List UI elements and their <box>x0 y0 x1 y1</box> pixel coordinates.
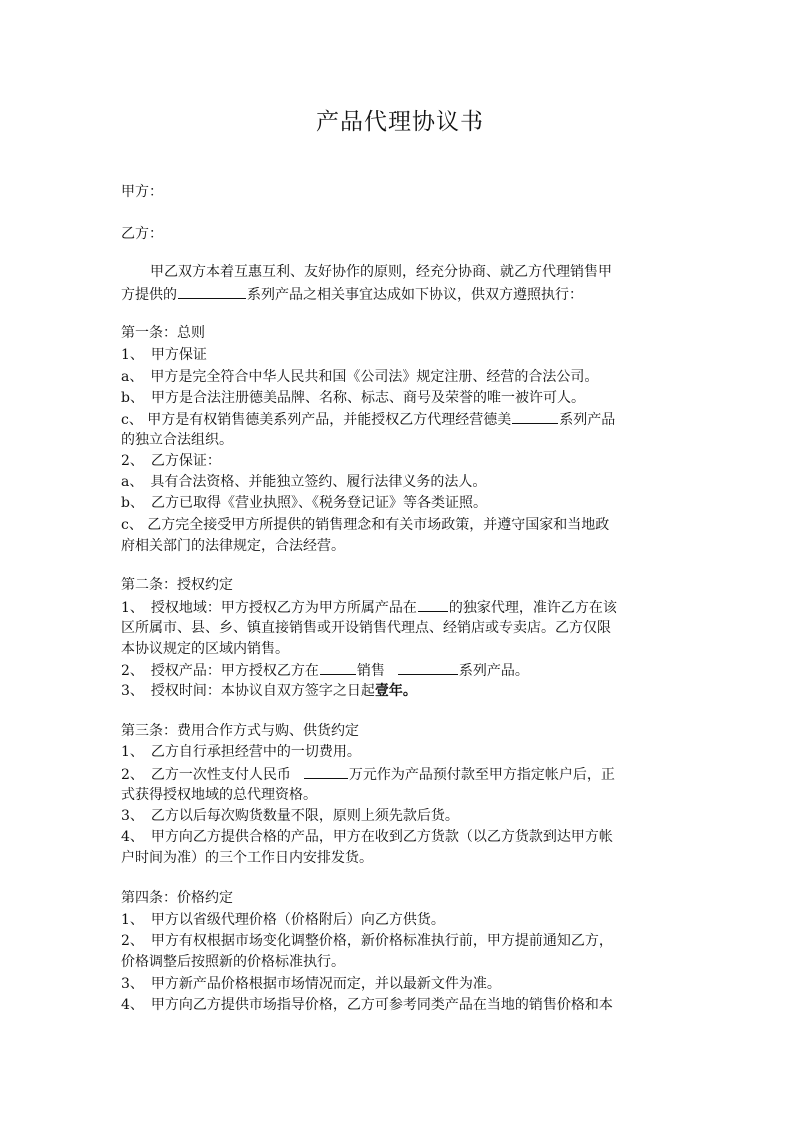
article-3-item <box>121 765 615 785</box>
clause-text: 2、 乙方一次性支付人民币 <box>121 767 291 783</box>
preamble-line-1: 甲乙双方本着互惠互利、友好协作的原则，经充分协商、就乙方代理销售甲 <box>150 264 612 280</box>
clause-text: 销售 <box>356 663 385 679</box>
blank-field <box>304 765 348 779</box>
preamble-text: 系列产品之相关事宜达成如下协议，供双方遵照执行： <box>247 287 583 303</box>
article-1-item: b、 乙方已取得《营业执照》、《税务登记证》等各类证照。 <box>121 495 487 511</box>
article-4-item: 3、 甲方新产品价格根据市场情况而定，并以最新文件为准。 <box>121 976 501 992</box>
article-2-item <box>121 661 529 681</box>
blank-field <box>512 410 558 424</box>
article-1-item: 1、 甲方保证 <box>121 347 207 363</box>
article-2-item: 区所属市、县、乡、镇直接销售或开设销售代理点、经销店或专卖店。乙方仅限 <box>121 620 611 636</box>
article-4-item: 2、 甲方有权根据市场变化调整价格，新价格标准执行前，甲方提前通知乙方， <box>121 933 613 949</box>
clause-text: 2、 授权产品：甲方授权乙方在 <box>121 663 319 679</box>
article-1-item: c、 乙方完全接受甲方所提供的销售理念和有关市场政策，并遵守国家和当地政 <box>121 517 610 533</box>
article-1-item: a、 甲方是完全符合中华人民共和国《公司法》规定注册、经营的合法公司。 <box>121 369 599 385</box>
article-2-item <box>121 598 617 618</box>
blank-field <box>178 285 246 299</box>
clause-text: 1、 授权地域：甲方授权乙方为甲方所属产品在 <box>121 600 417 616</box>
article-3-item: 3、 乙方以后每次购货数量不限，原则上须先款后货。 <box>121 808 459 824</box>
article-1-item <box>121 410 615 430</box>
clause-text: 系列产品 <box>559 412 616 428</box>
blank-field <box>320 661 356 675</box>
article-1-item: 府相关部门的法律规定，合法经营。 <box>121 538 345 554</box>
clause-text: 系列产品。 <box>458 663 529 679</box>
article-1-item: b、 甲方是合法注册德美品牌、名称、标志、商号及荣誉的唯一被许可人。 <box>121 390 585 406</box>
article-3-item: 1、 乙方自行承担经营中的一切费用。 <box>121 744 361 760</box>
article-2-item: 本协议规定的区域内销售。 <box>121 641 289 657</box>
article-1-heading: 第一条：总则 <box>121 325 205 341</box>
blank-field <box>418 598 448 612</box>
clause-text: 的独家代理，准许乙方在该 <box>448 600 617 616</box>
article-2-item <box>121 682 417 701</box>
article-3-item: 4、 甲方向乙方提供合格的产品，甲方在收到乙方货款（以乙方货款到达甲方帐 <box>121 829 613 845</box>
party-b-label: 乙方： <box>121 226 163 242</box>
preamble-text: 方提供的 <box>121 287 177 303</box>
article-4-item: 4、 甲方向乙方提供市场指导价格，乙方可参考同类产品在当地的销售价格和本 <box>121 997 613 1013</box>
clause-text: 3、 授权时间：本协议自双方签字之日起 <box>121 683 375 699</box>
article-2-heading: 第二条：授权约定 <box>121 577 233 593</box>
article-1-item: 的独立合法组织。 <box>121 432 233 448</box>
article-1-item: a、 具有合法资格、并能独立签约、履行法律义务的法人。 <box>121 474 487 490</box>
document-title: 产品代理协议书 <box>316 109 484 135</box>
party-a-label: 甲方： <box>121 184 163 200</box>
term-emphasis: 壹年。 <box>374 683 417 699</box>
article-3-item: 户时间为准）的三个工作日内安排发货。 <box>121 850 373 866</box>
article-4-item: 1、 甲方以省级代理价格（价格附后）向乙方供货。 <box>121 912 445 928</box>
article-3-item: 式获得授权地域的总代理资格。 <box>121 787 317 803</box>
article-4-item: 价格调整后按照新的价格标准执行。 <box>121 954 345 970</box>
preamble-line-2 <box>121 285 583 305</box>
article-1-item: 2、 乙方保证： <box>121 453 221 469</box>
clause-text: c、 甲方是有权销售德美系列产品，并能授权乙方代理经营德美 <box>121 412 512 428</box>
blank-field <box>398 661 458 675</box>
article-4-heading: 第四条：价格约定 <box>121 890 233 906</box>
clause-text: 万元作为产品预付款至甲方指定帐户后，正 <box>348 767 615 783</box>
article-3-heading: 第三条：费用合作方式与购、供货约定 <box>121 723 359 739</box>
